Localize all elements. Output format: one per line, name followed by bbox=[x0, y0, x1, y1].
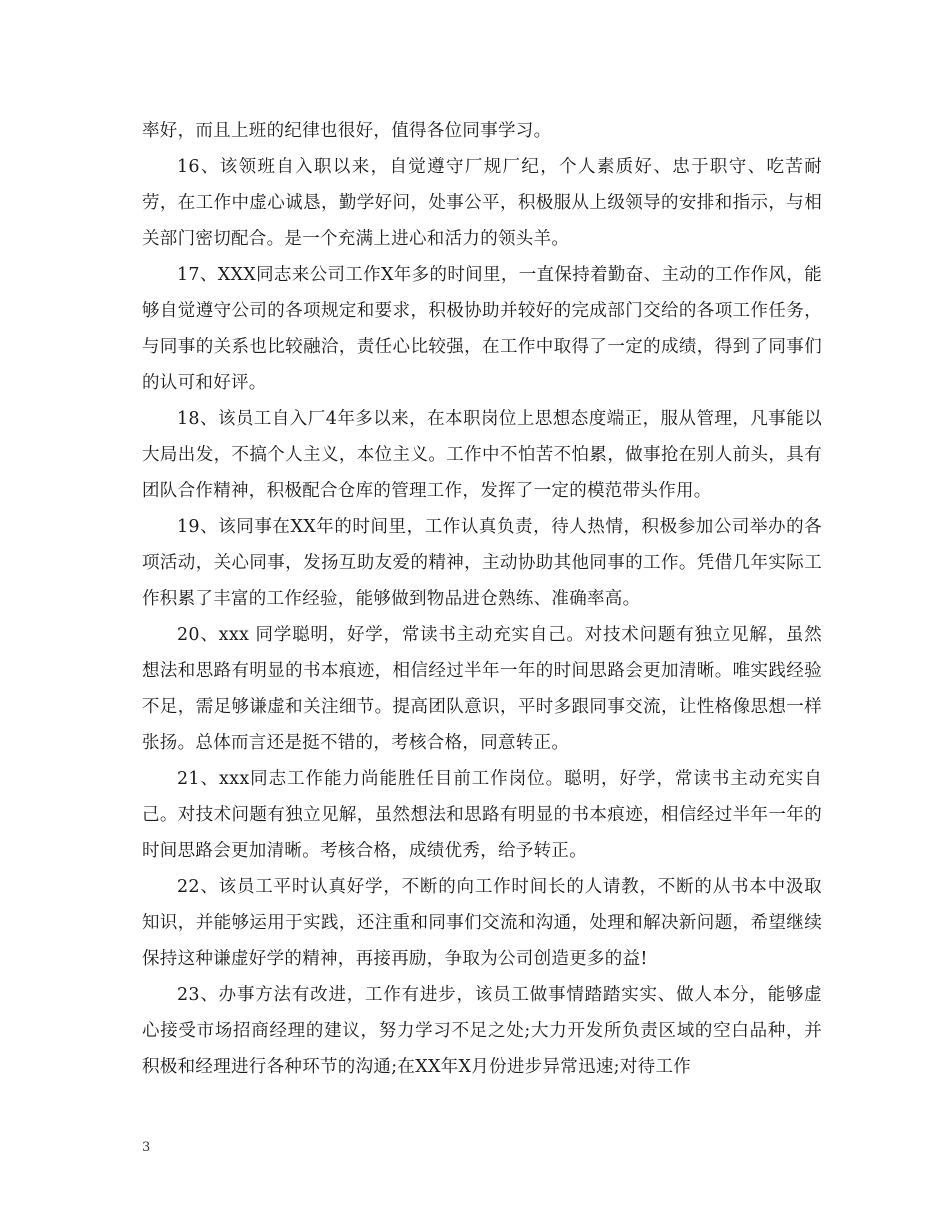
paragraph-21: 21、xxx同志工作能力尚能胜任目前工作岗位。聪明，好学，常读书主动充实自己。对技术问题有独立见解，虽然想法和思路有明显的书本痕迹，相信经过半年一年的时间思路会更加清晰。考核合格，成绩优秀，给予转正。 bbox=[142, 769, 822, 861]
paragraph-continuation: 率好，而且上班的纪律也很好，值得各位同事学习。 bbox=[142, 121, 552, 141]
paragraph-20: 20、xxx 同学聪明，好学，常读书主动充实自己。对技术问题有独立见解，虽然想法和思路有明显的书本痕迹，相信经过半年一年的时间思路会更加清晰。唯实践经验不足，需足够谦虚和关注细节。提高团队意识，平时多跟同事交流，让性格像思想一样张扬。总体而言还是挺不错的，考核合格，同意转正。 bbox=[142, 625, 822, 753]
page-number: 3 bbox=[142, 1140, 151, 1155]
paragraph-19: 19、该同事在XX年的时间里，工作认真负责，待人热情，积极参加公司举办的各项活动，关心同事，发扬互助友爱的精神，主动协助其他同事的工作。凭借几年实际工作积累了丰富的工作经验，能够做到物品进仓熟练、准确率高。 bbox=[142, 517, 822, 609]
paragraph-16: 16、该领班自入职以来，自觉遵守厂规厂纪，个人素质好、忠于职守、吃苦耐劳，在工作中虚心诚恳，勤学好问，处事公平，积极服从上级领导的安排和指示，与相关部门密切配合。是一个充满上进心和活力的领头羊。 bbox=[142, 157, 822, 249]
paragraph-17: 17、XXX同志来公司工作X年多的时间里，一直保持着勤奋、主动的工作作风，能够自觉遵守公司的各项规定和要求，积极协助并较好的完成部门交给的各项工作任务，与同事的关系也比较融洽，责任心比较强，在工作中取得了一定的成绩，得到了同事们的认可和好评。 bbox=[142, 265, 822, 393]
paragraph-23: 23、办事方法有改进，工作有进步，该员工做事情踏踏实实、做人本分，能够虚心接受市场招商经理的建议，努力学习不足之处;大力开发所负责区域的空白品种，并积极和经理进行各种环节的沟通;在XX年X月份进步异常迅速;对待工作 bbox=[142, 985, 822, 1077]
paragraph-18: 18、该员工自入厂4年多以来，在本职岗位上思想态度端正，服从管理，凡事能以大局出发，不搞个人主义，本位主义。工作中不怕苦不怕累，做事抢在别人前头，具有团队合作精神，积极配合仓库的管理工作，发挥了一定的模范带头作用。 bbox=[142, 409, 822, 501]
paragraph-22: 22、该员工平时认真好学，不断的向工作时间长的人请教，不断的从书本中汲取知识，并能够运用于实践，还注重和同事们交流和沟通，处理和解决新问题，希望继续保持这种谦虚好学的精神，再接再励，争取为公司创造更多的益! bbox=[142, 877, 822, 969]
document-body bbox=[142, 113, 822, 1085]
